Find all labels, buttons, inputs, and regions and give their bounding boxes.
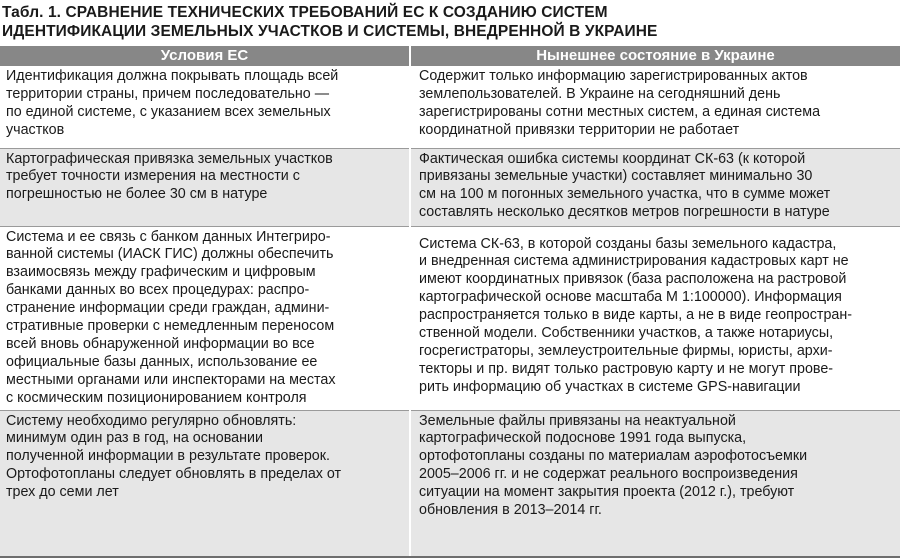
caption-title-line1: СРАВНЕНИЕ ТЕХНИЧЕСКИХ ТРЕБОВАНИЙ ЕС К СОЗДАНИЮ СИСТЕМ [65, 4, 608, 21]
cell-eu [0, 148, 410, 226]
cell-text: Система СК-63, в которой созданы базы земельного кадастра, и внедренная система администрирования кадастровых карт не имеют координатных привязок (база расположена на растровой картографической основе масштаба М 1:100000). Информация распространяется только в виде карты, а не в виде геопростран- ственной модели. Собственники участков, а также нотариусы, госрегистраторы, землеустроительные фирмы, юристы, архи- текторы и пр. видят только растровую карту и не могут прове- рить информацию об участках в системе GPS-навигации [419, 235, 853, 395]
cell-text: Земельные файлы привязаны на неактуальной картографической подоснове 1991 года выпуска, ортофотопланы созданы по материалам аэрофотосъемки 2005–2006 гг. и не содержат реального воспроизведения ситуации на момент закрытия проекта (2012 г.), требуют обновления в 2013–2014 гг. [419, 412, 808, 519]
table-row [0, 226, 900, 410]
cell-text: Содержит только информацию зарегистрированных актов землепользователей. В Украине на сегодняшний день зарегистрированы сотни местных систем, а единая система координатной привязки территории не работает [419, 68, 821, 138]
table-caption [2, 3, 892, 41]
cell-text: Фактическая ошибка системы координат СК-63 (к которой привязаны земельные участки) составляет минимально 30 см на 100 м погонных земельного участка, что в сумме может составлять несколько десятков метров погрешности в натуре [419, 150, 831, 221]
cell-text: Идентификация должна покрывать площадь всей территории страны, причем последовательно — по единой системе, с указанием всех земельных участков [6, 68, 339, 138]
cell-eu [0, 410, 410, 557]
header-eu-conditions: Условия ЕС [0, 46, 410, 66]
cell-text: Систему необходимо регулярно обновлять: минимум один раз в год, на основании полученной информации в результате проверок. Ортофотопланы следует обновлять в пределах от трех до семи лет [6, 412, 342, 501]
cell-eu [0, 226, 410, 410]
cell-ukraine [410, 66, 900, 148]
table-row [0, 148, 900, 226]
cell-text: Система и ее связь с банком данных Интегриро- ванной системы (ИАСК ГИС) должны обеспечить взаимосвязь между графическим и цифровым банками данных во всех процедурах: распро- странение информации среди граждан, админи- стративные проверки с немедленным переносом всей вновь обнаруженной информации во все официальные базы данных, использование ее местными органами или инспекторами на местах с космическим позиционированием контроля [6, 228, 336, 406]
comparison-table [0, 46, 900, 558]
table-header-row [0, 46, 900, 66]
header-ukraine-state: Нынешнее состояние в Украине [410, 46, 900, 66]
table-row [0, 410, 900, 557]
cell-ukraine [410, 148, 900, 226]
cell-ukraine [410, 410, 900, 557]
cell-text: Картографическая привязка земельных участков требует точности измерения на местности с погрешностью не более 30 см в натуре [6, 150, 333, 203]
cell-eu [0, 66, 410, 148]
caption-prefix: Табл. 1. [2, 4, 62, 21]
cell-ukraine [410, 226, 900, 410]
table-row [0, 66, 900, 148]
caption-title-line2: ИДЕНТИФИКАЦИИ ЗЕМЕЛЬНЫХ УЧАСТКОВ И СИСТЕМЫ, ВНЕДРЕННОЙ В УКРАИНЕ [2, 23, 658, 40]
